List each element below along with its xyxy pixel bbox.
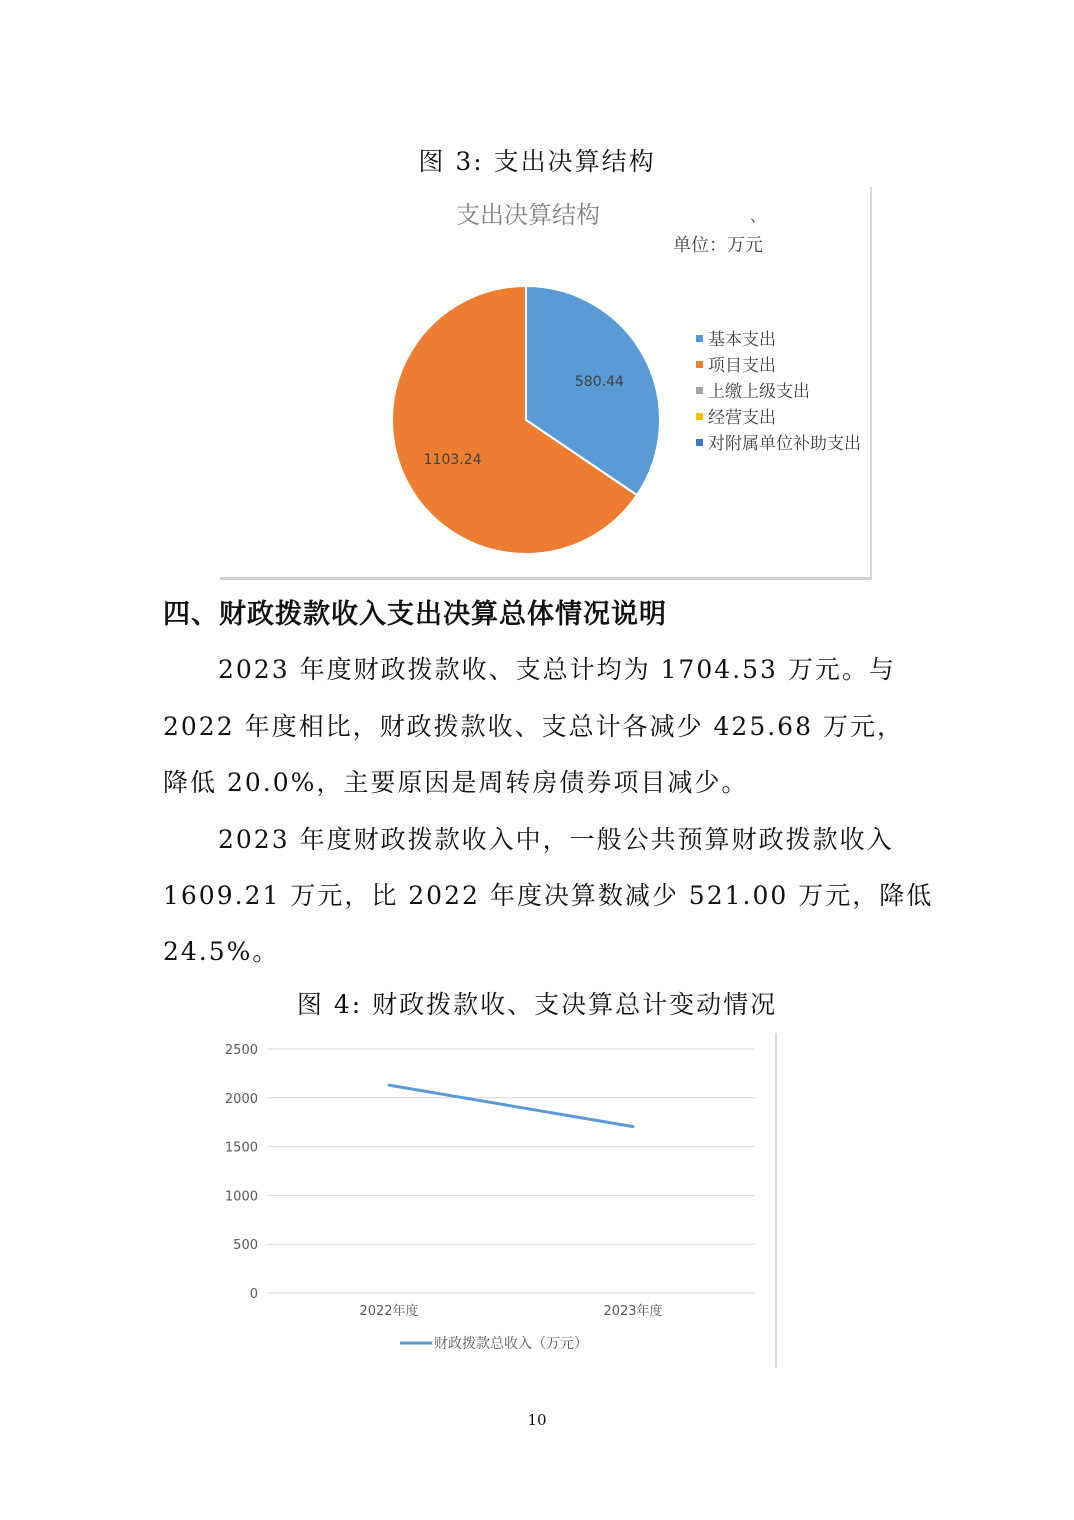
legend-item-5: 对附属单位补助支出 xyxy=(708,434,861,454)
y-tick-label-3: 1000 xyxy=(224,1189,258,1205)
legend-item-4: 经营支出 xyxy=(708,408,776,428)
section-heading: 四、财政拨款收入支出决算总体情况说明 xyxy=(163,599,667,630)
para1-line-1: 2023 年度财政拨款收、支总计均为 1704.53 万元。与 xyxy=(218,655,896,684)
para1-line-2: 2022 年度相比，财政拨款收、支总计各减少 425.68 万元， xyxy=(163,712,904,741)
legend-item-2: 项目支出 xyxy=(708,356,776,376)
y-tick-label-1: 0 xyxy=(249,1287,258,1302)
para1-line-3: 降低 20.0%，主要原因是周转房债券项目减少。 xyxy=(163,768,749,797)
para2-line-1: 2023 年度财政拨款收入中，一般公共预算财政拨款收入 xyxy=(218,825,894,854)
line-chart xyxy=(220,1033,777,1368)
legend-swatch-2 xyxy=(696,361,703,368)
x-tick-label-2: 2023年度 xyxy=(603,1304,663,1319)
page-number: 10 xyxy=(527,1411,547,1429)
series-line-1 xyxy=(389,1085,633,1127)
legend-swatch-4 xyxy=(696,413,703,420)
figure-3-caption: 图 3: 支出决算结构 xyxy=(418,147,656,176)
pie-data-label-2: 1103.24 xyxy=(423,451,482,468)
pie-chart-mark: 、 xyxy=(750,206,767,225)
y-tick-label-6: 2500 xyxy=(224,1043,258,1058)
x-tick-label-1: 2022年度 xyxy=(359,1304,419,1319)
pie-data-label-1: 580.44 xyxy=(574,374,624,391)
pie-unit-label: 单位：万元 xyxy=(673,235,763,256)
legend-item-3: 上缴上级支出 xyxy=(708,382,810,402)
legend-swatch-1 xyxy=(696,335,703,342)
y-tick-label-2: 500 xyxy=(233,1238,258,1254)
para2-line-3: 24.5%。 xyxy=(163,937,280,966)
y-tick-label-4: 1500 xyxy=(224,1140,258,1156)
legend-label-1: 财政拨款总收入（万元） xyxy=(434,1336,588,1352)
figure-4-caption: 图 4: 财政拨款收、支决算总计变动情况 xyxy=(296,990,778,1019)
legend-item-1: 基本支出 xyxy=(708,330,776,350)
para2-line-2: 1609.21 万元，比 2022 年度决算数减少 521.00 万元，降低 xyxy=(163,881,934,910)
y-tick-label-5: 2000 xyxy=(224,1091,258,1107)
legend-swatch-5 xyxy=(696,439,703,446)
pie-chart-title: 支出决算结构 xyxy=(456,201,600,229)
pie-chart xyxy=(220,187,872,580)
legend-swatch-3 xyxy=(696,387,703,394)
